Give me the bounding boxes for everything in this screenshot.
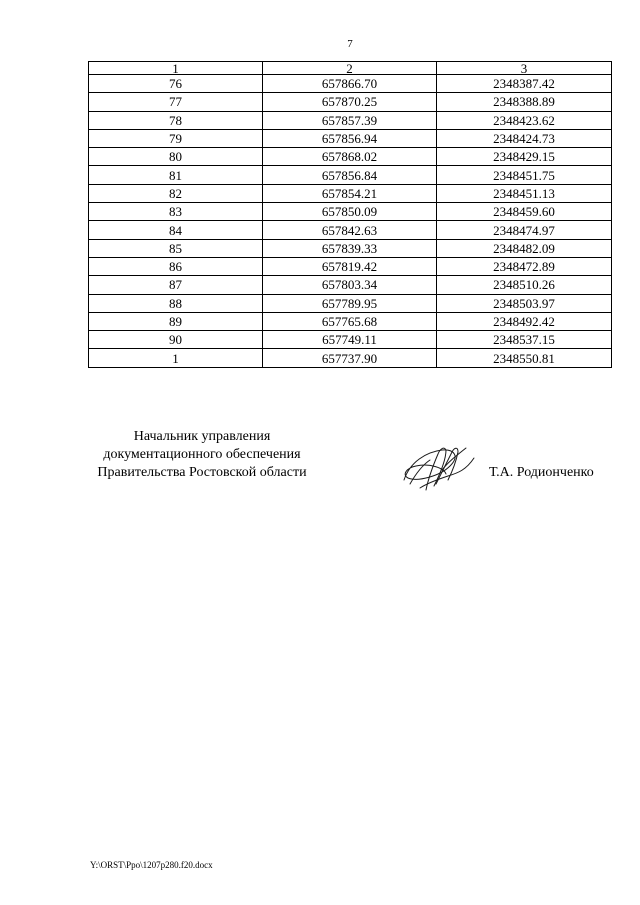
position-line: Правительства Ростовской области	[97, 465, 307, 480]
table-row	[89, 75, 612, 93]
table-cell: 78	[89, 111, 263, 129]
table-cell: 657839.33	[263, 239, 437, 257]
table-cell: 79	[89, 129, 263, 147]
table-cell: 2348429.15	[437, 148, 612, 166]
table-cell: 2348537.15	[437, 331, 612, 349]
table-cell: 2348503.97	[437, 294, 612, 312]
table-cell: 90	[89, 331, 263, 349]
table-header-row	[89, 62, 612, 75]
table-body	[89, 75, 612, 368]
table-cell: 2348474.97	[437, 221, 612, 239]
table-row	[89, 294, 612, 312]
table-cell: 2348424.73	[437, 129, 612, 147]
table-cell: 1	[89, 349, 263, 367]
table-cell: 83	[89, 203, 263, 221]
table-cell: 657842.63	[263, 221, 437, 239]
table-cell: 657789.95	[263, 294, 437, 312]
table-row	[89, 239, 612, 257]
table-cell: 2348451.13	[437, 184, 612, 202]
table-row	[89, 111, 612, 129]
signer-name: Т.А. Родионченко	[489, 465, 594, 480]
table-cell: 82	[89, 184, 263, 202]
table-row	[89, 331, 612, 349]
table-cell: 84	[89, 221, 263, 239]
table-cell: 2348492.42	[437, 312, 612, 330]
table-cell: 2348482.09	[437, 239, 612, 257]
table-cell: 657850.09	[263, 203, 437, 221]
file-path: Y:\ORST\Ppo\1207p280.f20.docx	[90, 860, 213, 870]
column-header: 3	[437, 62, 612, 75]
table-cell: 85	[89, 239, 263, 257]
table-row	[89, 203, 612, 221]
table-cell: 86	[89, 257, 263, 275]
table-cell: 657803.34	[263, 276, 437, 294]
table-cell: 2348423.62	[437, 111, 612, 129]
signatory-position	[86, 428, 318, 482]
handwritten-signature	[396, 440, 478, 498]
table-cell: 657868.02	[263, 148, 437, 166]
table-cell: 2348510.26	[437, 276, 612, 294]
table-cell: 657866.70	[263, 75, 437, 93]
table-row	[89, 184, 612, 202]
table-cell: 657765.68	[263, 312, 437, 330]
table-cell: 2348388.89	[437, 93, 612, 111]
table-row	[89, 148, 612, 166]
table-row	[89, 349, 612, 367]
table-cell: 657854.21	[263, 184, 437, 202]
table-cell: 2348451.75	[437, 166, 612, 184]
table-cell: 657856.84	[263, 166, 437, 184]
page-number: 7	[347, 38, 353, 50]
table-cell: 657870.25	[263, 93, 437, 111]
table-row	[89, 221, 612, 239]
table-cell: 2348387.42	[437, 75, 612, 93]
column-header: 2	[263, 62, 437, 75]
table-row	[89, 129, 612, 147]
position-line: документационного обеспечения	[103, 447, 301, 462]
table-row	[89, 257, 612, 275]
table-cell: 87	[89, 276, 263, 294]
table-cell: 657819.42	[263, 257, 437, 275]
table-cell: 2348550.81	[437, 349, 612, 367]
table-cell: 77	[89, 93, 263, 111]
table-cell: 2348459.60	[437, 203, 612, 221]
table-cell: 88	[89, 294, 263, 312]
table-cell: 80	[89, 148, 263, 166]
table-cell: 2348472.89	[437, 257, 612, 275]
table-row	[89, 166, 612, 184]
coordinates-table	[88, 61, 612, 368]
table-cell: 89	[89, 312, 263, 330]
table-cell: 76	[89, 75, 263, 93]
table-cell: 657737.90	[263, 349, 437, 367]
table-row	[89, 276, 612, 294]
column-header: 1	[89, 62, 263, 75]
table-row	[89, 312, 612, 330]
table-cell: 657857.39	[263, 111, 437, 129]
table-cell: 657856.94	[263, 129, 437, 147]
table-row	[89, 93, 612, 111]
table-cell: 657749.11	[263, 331, 437, 349]
position-line: Начальник управления	[133, 429, 271, 444]
table-cell: 81	[89, 166, 263, 184]
